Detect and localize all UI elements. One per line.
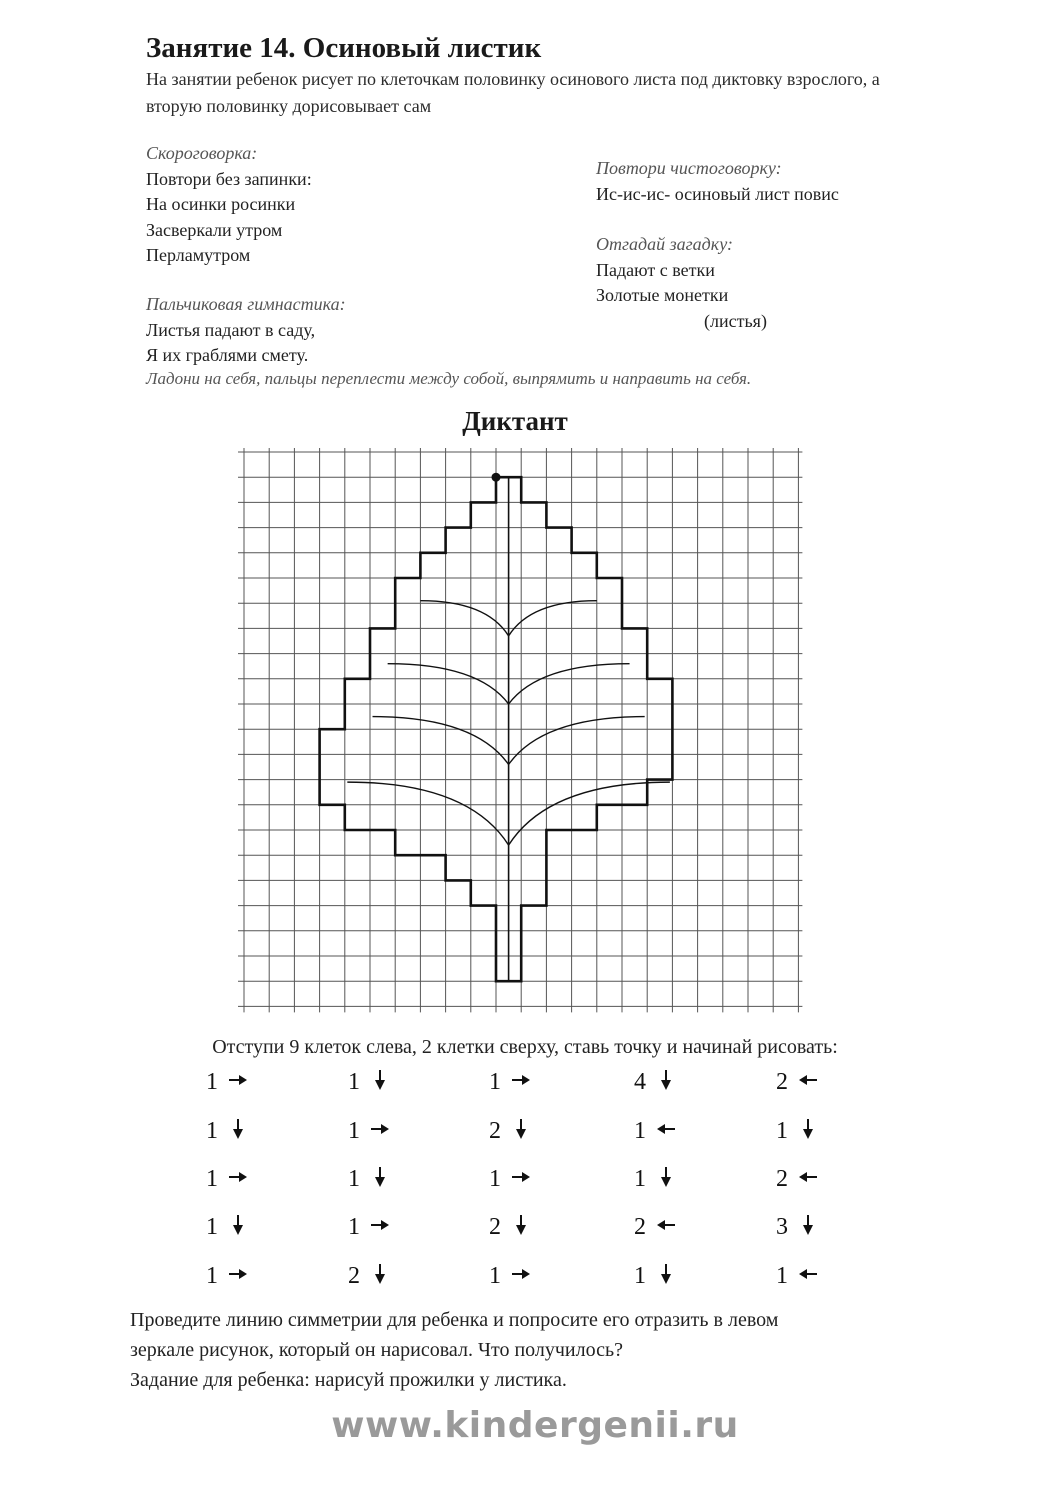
step-count: 2 — [634, 1214, 646, 1240]
step-count: 1 — [489, 1263, 501, 1289]
dictation-step — [206, 1263, 248, 1290]
dictation-step — [776, 1166, 818, 1193]
leaf-vein — [388, 664, 509, 704]
dictation-step — [634, 1214, 676, 1241]
arrow-right-icon — [511, 1069, 531, 1091]
dictation-title: Диктант — [462, 406, 568, 436]
step-count: 3 — [776, 1214, 788, 1240]
dictation-step — [489, 1118, 531, 1145]
finger-gymnastics-line: Листья падают в саду, — [146, 319, 316, 340]
dictation-step — [776, 1263, 818, 1290]
tongue-twister-line: Повтори без запинки: — [146, 168, 312, 189]
step-count: 1 — [776, 1263, 788, 1289]
arrow-left-icon — [798, 1069, 818, 1091]
step-count: 2 — [348, 1263, 360, 1289]
dictation-step — [489, 1214, 531, 1241]
step-count: 1 — [776, 1118, 788, 1144]
arrow-down-icon — [656, 1263, 676, 1285]
arrow-down-icon — [511, 1214, 531, 1236]
leaf-vein — [420, 601, 508, 636]
step-count: 1 — [348, 1166, 360, 1192]
arrow-right-icon — [511, 1263, 531, 1285]
site-url-watermark: www.kindergenii.ru — [331, 1405, 739, 1446]
step-count: 1 — [206, 1214, 218, 1240]
lesson-title: Занятие 14. Осиновый листик — [146, 32, 542, 64]
riddle-answer: (листья) — [704, 310, 767, 331]
step-count: 4 — [634, 1069, 646, 1095]
footer-line: Проведите линию симметрии для ребенка и попросите его отразить в левом — [130, 1309, 779, 1331]
arrow-down-icon — [370, 1166, 390, 1188]
arrow-right-icon — [228, 1166, 248, 1188]
step-count: 1 — [348, 1214, 360, 1240]
dictation-step — [206, 1118, 248, 1145]
step-count: 2 — [776, 1069, 788, 1095]
arrow-down-icon — [511, 1118, 531, 1140]
dictation-step — [348, 1166, 390, 1193]
step-count: 1 — [489, 1166, 501, 1192]
arrow-right-icon — [370, 1214, 390, 1236]
arrow-down-icon — [798, 1214, 818, 1236]
footer-line: зеркале рисунок, который он нарисовал. Что получилось? — [130, 1339, 623, 1361]
step-count: 2 — [489, 1118, 501, 1144]
tongue-twister-line: На осинки росинки — [146, 194, 296, 214]
dictation-instruction: Отступи 9 клеток слева, 2 клетки сверху, ставь точку и начинай рисовать: — [212, 1036, 838, 1058]
leaf-vein — [509, 601, 597, 636]
step-count: 1 — [634, 1263, 646, 1289]
step-count: 1 — [489, 1069, 501, 1095]
dictation-step — [776, 1118, 818, 1145]
arrow-down-icon — [798, 1118, 818, 1140]
arrow-right-icon — [228, 1263, 248, 1285]
dictation-step — [348, 1214, 390, 1241]
dictation-step — [489, 1069, 531, 1096]
riddle-line: Золотые монетки — [596, 285, 729, 305]
footer-line: Задание для ребенка: нарисуй прожилки у листика. — [130, 1369, 567, 1391]
arrow-right-icon — [228, 1069, 248, 1091]
dictation-step — [776, 1214, 818, 1241]
step-count: 1 — [206, 1166, 218, 1192]
dictation-step — [206, 1069, 248, 1096]
leaf-vein — [509, 782, 670, 845]
dictation-step — [348, 1069, 390, 1096]
dictation-step — [348, 1118, 390, 1145]
lesson-intro: На занятии ребенок рисует по клеточкам половинку осинового листа под диктовку взрослого, а вторую половинку дорисовывает сам — [146, 69, 880, 116]
tongue-twister-heading: Скороговорка: — [146, 143, 258, 163]
arrow-left-icon — [656, 1118, 676, 1140]
riddle-line: Падают с ветки — [596, 259, 715, 280]
arrow-left-icon — [656, 1214, 676, 1236]
arrow-down-icon — [656, 1166, 676, 1188]
step-count: 1 — [348, 1069, 360, 1095]
start-dot — [492, 473, 501, 482]
dictation-step — [634, 1166, 676, 1193]
step-count: 2 — [776, 1166, 788, 1192]
tongue-twister-line: Перламутром — [146, 245, 251, 265]
dictation-step — [634, 1069, 676, 1096]
arrow-right-icon — [511, 1166, 531, 1188]
dictation-step — [206, 1214, 248, 1241]
finger-gymnastics-line: Я их граблями смету. — [146, 345, 309, 365]
leaf-vein — [347, 782, 508, 845]
arrow-left-icon — [798, 1263, 818, 1285]
tongue-twister-line: Засверкали утром — [146, 219, 283, 240]
arrow-down-icon — [228, 1118, 248, 1140]
dictation-step — [348, 1263, 390, 1290]
leaf-vein — [373, 717, 509, 765]
arrow-right-icon — [370, 1118, 390, 1140]
finger-gymnastics-note: Ладони на себя, пальцы переплести между собой, выпрямить и направить на себя. — [146, 369, 752, 388]
finger-gymnastics-heading: Пальчиковая гимнастика: — [146, 294, 346, 314]
arrow-down-icon — [370, 1069, 390, 1091]
step-count: 1 — [206, 1263, 218, 1289]
dictation-step — [634, 1263, 676, 1290]
arrow-down-icon — [370, 1263, 390, 1285]
pure-phrase-text: Ис-ис-ис- осиновый лист повис — [596, 183, 839, 204]
dictation-step — [489, 1263, 531, 1290]
step-count: 1 — [348, 1118, 360, 1144]
step-count: 1 — [634, 1118, 646, 1144]
dictation-step — [489, 1166, 531, 1193]
arrow-down-icon — [656, 1069, 676, 1091]
pure-phrase-heading: Повтори чистоговорку: — [596, 158, 782, 178]
step-count: 1 — [206, 1118, 218, 1144]
step-count: 1 — [634, 1166, 646, 1192]
leaf-vein — [509, 717, 645, 765]
arrow-left-icon — [798, 1166, 818, 1188]
dictation-step — [206, 1166, 248, 1193]
arrow-down-icon — [228, 1214, 248, 1236]
leaf-vein — [509, 664, 630, 704]
dictation-step — [776, 1069, 818, 1096]
riddle-heading: Отгадай загадку: — [596, 234, 733, 254]
footer-text — [130, 1305, 950, 1395]
step-count: 1 — [206, 1069, 218, 1095]
step-count: 2 — [489, 1214, 501, 1240]
dictation-step — [634, 1118, 676, 1145]
